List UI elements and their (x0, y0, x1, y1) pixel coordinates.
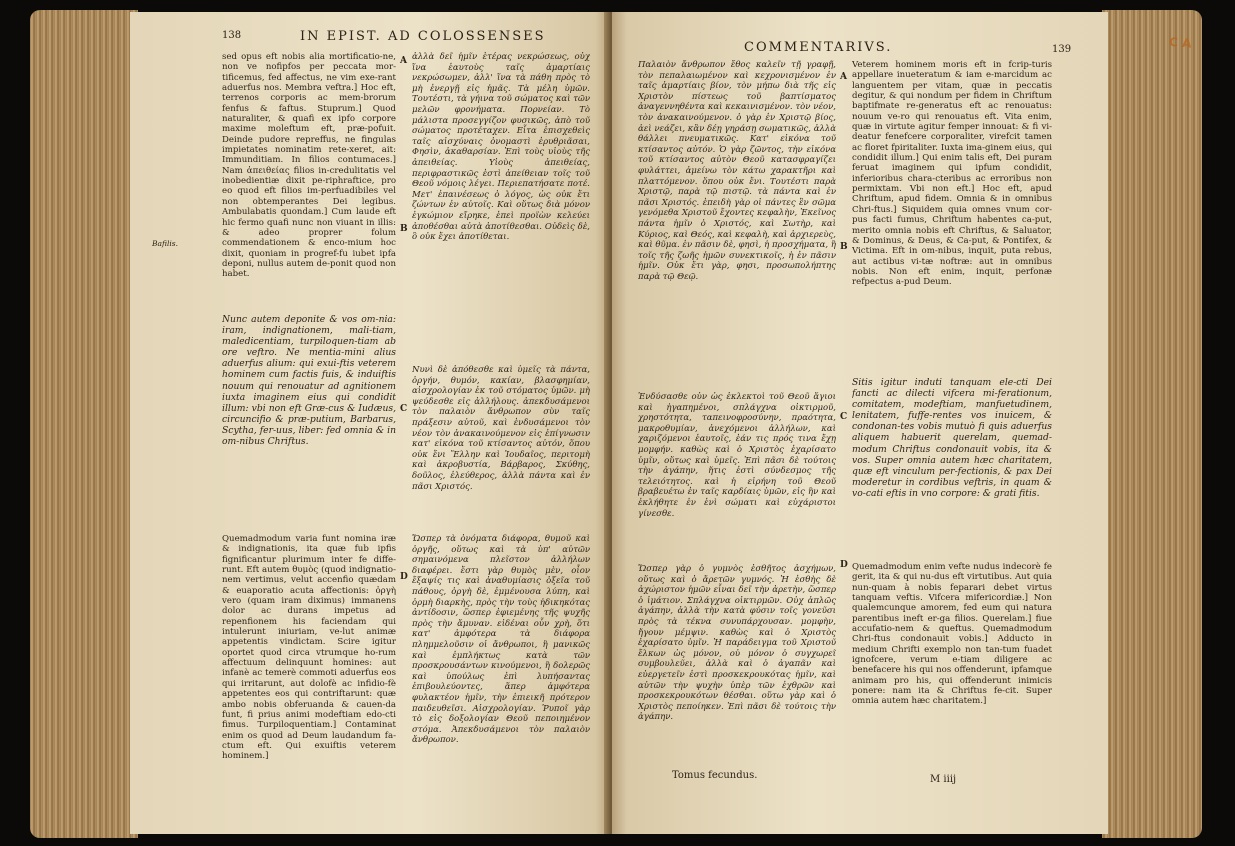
margin-note: Bafilis. (152, 239, 179, 248)
greek-scripture-text: Νυνὶ δὲ ἀπόθεσθε καὶ ὑμεῖς τὰ πάντα, ὀργήν, θυμόν, κακίαν, βλασφημίαν, αἰσχρολογίαν ἐκ τοῦ στόματος ὑμῶν. μὴ ψεύδεσθε εἰς ἀλλήλους. ἀπεκδυσάμενοι τὸν παλαιὸν ἄνθρωπον σὺν ταῖς πράξεσιν αὐτοῦ, καὶ ἐνδυσάμενοι τὸν νέον τὸν ἀνακαινούμενον εἰς ἐπίγνωσιν κατ' εἰκόνα τοῦ κτίσαντος αὐτόν, ὅπου οὐκ ἔνι Ἕλλην καὶ Ἰουδαῖος, περιτομὴ καὶ ἀκροβυστία, Βάρβαρος, Σκύθης, δοῦλος, ἐλεύθερος, ἀλλὰ πάντα καὶ ἐν πᾶσι Χριστός. (412, 365, 590, 492)
running-head: IN EPIST. AD COLOSSENSES (300, 29, 546, 44)
latin-scripture-text: Sitis igitur induti tanquam ele-cti Dei fancti ac dilecti vifcera mi-ferationum, comitatem, modeftiam, manfuetudinem, lenitatem, fuffe-rentes vos inuicem, & condonan-tes vobis mutuò fi quis aduerfus aliquem habuerit querelam, quemad-modum Chriftus condonauit vobis, ita & vos. Super omnia autem hæc charitatem, quæ eft vinculum per-fectionis, & pax Dei moderetur in cordibus veftris, in quam & vo-cati eftis in vno corpore: & grati fitis. (852, 377, 1052, 499)
greek-commentary-bottom: Ὥσπερ τὰ ὀνόματα διάφορα, θυμοῦ καὶ ὀργῆς, οὕτως καὶ τὰ ὑπ' αὐτῶν σημαινόμενα πλεῖστον ἀλλήλων διαφέρει. ἔστι γὰρ θυμὸς μὲν, οἷον ἔξαψίς τις καὶ ἀναθυμίασις ὀξεῖα τοῦ πάθους, ὀργὴ δὲ, ἐμμένουσα λύπη, καὶ ὁρμὴ διαρκὴς, πρὸς τὴν τοὺς ἠδικηκότας ἀντίδοσιν, ὥσπερ ἐφιεμένης τῆς ψυχῆς πρὸς τὴν ἄμυναν. εἰδέναι οὖν χρὴ, ὅτι κατ' ἀμφότερα τὰ διάφορα πλημμελοῦσιν οἱ ἄνθρωποι, ἢ μανικῶς καὶ ἐμπλήκτως κατὰ τῶν προσκρουσάντων κινούμενοι, ἢ δολερῶς καὶ ὑπούλως ἐπὶ λυπήσαντας ἐπιβουλεύοντες, ἅπερ ἀμφότερα φυλακτέον ἡμῖν, τὴν ἐπιεικῆ πρότερον παιδευθεῖσι. Αἰσχρολογίαν. Ῥυποῖ γὰρ τὸ εἰς δοξολογίαν Θεοῦ πεποιημένον στόμα. Ἀπεκδυσάμενοι τὸν παλαιὸν ἄνθρωπον. (412, 534, 590, 746)
latin-commentary-top: sed opus eft nobis alia mortificatio-ne, non ve nofipfos per peccata mor-tificemus, fed affectus, ne vim exe-rant aduerfus nos. Membra veftra.] Hoc eft, terrenos corporis ac mem-brorum fenfus & faftus. Stuprum.] Quod naturaliter, & quafi ex ipfo corpore maxime moleftum eft, præ-pofuit. Deinde pudore repreffus, ne fingulas impietates nominatim rete-xeret, ait: Immunditiam. In filios contumaces.] Nam ἀπειθείας filios in-credulitatis vel inobedientiæ dixit pe-riphraftice, pro eo quod eft filios im-perfuadibiles vel non obtemperantes Dei legibus. Ambulabatis quondam.] Cum laude eft hic fermo quafi nunc non viuant in illis: & adeo proprer folum commendationem & enco-mium hoc dixit, quoniam in progref-fu iubet ipfa deponi, nullus autem de-ponit quod non habet. (222, 52, 396, 280)
right-page-edges (1102, 10, 1202, 838)
library-stamp: C A (1168, 34, 1192, 51)
volume-footer: Tomus fecundus. (672, 770, 758, 781)
section-marker-b: B (840, 242, 848, 252)
latin-commentary-top: Veterem hominem moris eft in fcrip-turis appellare inueteratum & iam e-marcidum ac languentem per vitam, quæ in peccatis degitur, & qui nondum per fidem in Chriftum baptifmate re-generatus eft ac renouatus: nouum ve-ro qui renouatus eft. Vita enim, quæ in virtute agitur femper innouat: & fi vi-deatur fenefcere corporaliter, virefcit tamen ac floret fpiritaliter. Iuxta ima-ginem eius, qui condidit illum.] Qui enim talis eft, Dei puram feruat imaginem qui ipfum condidit, inferioribus chara-cteribus ac erroribus non permixtam. Vbi non eft.] Hoc eft, apud Chriftum, apud fidem. Omnia & in omnibus Chri-ftus.] Siquidem quia omnes vnum cor-pus facti fumus, Chriftum habentes ca-put, merito omnia nobis eft Chriftus, & Saluator, & Dominus, & Deus, & Ca-put, & Pontifex, & Victima. Eft in om-nibus, inquit, puta rebus, aut actibus vi-tæ noftræ: aut in omnibus nobis. Non eft enim, inquit, perfonæ refpectus a-pud Deum. (852, 60, 1052, 288)
page-number: 138 (222, 30, 242, 41)
page-number: 139 (1052, 44, 1072, 55)
section-marker-b: B (400, 224, 408, 234)
section-marker-d: D (840, 560, 848, 570)
latin-commentary-bottom: Quemadmodum enim vefte nudus indecorè fe gerit, ita & qui nu-dus eft virtutibus. Aut quia nun-quam à nobis feparari debet virtus tanquam veftis. Vifcera mifericordiæ.] Non qualemcunque amorem, fed eum qui natura parentibus ineft er-ga filios. Querelam.] fiue accufatio-nem & queftus. Quemadmodum Chri-ftus condonauit vobis.] Adducto in medium Chrifti exemplo non tan-tum fuadet ignofcere, verum e-tiam diligere ac benefacere his qui nos offenderunt, ipfamque animam pro his, qui offenderunt inimicis ponere: nam ita & Chriftus fe-cit. Super omnia autem hæc charitatem.] (852, 562, 1052, 707)
signature-mark: M iiij (930, 774, 957, 785)
section-marker-a: A (400, 56, 407, 66)
section-marker-c: C (400, 404, 408, 414)
greek-commentary-top: Παλαιὸν ἄνθρωπον ἔθος καλεῖν τῇ γραφῇ, τὸν πεπαλαιωμένον καὶ κεχρονισμένον ἐν ταῖς ἁμαρτίαις βίον, τὸν μήπω διὰ τῆς εἰς Χριστὸν πίστεως τοῦ βαπτίσματος ἀναγεννηθέντα καὶ κεκαινισμένον. τὸν νέον, τὸν ἀνακαινούμενον. ὁ γὰρ ἐν Χριστῷ βίος, ἀεὶ νεάζει, κἂν δέῃ γηράσῃ σωματικῶς, ἀλλὰ θάλλει πνευματικῶς. Κατ' εἰκόνα τοῦ κτίσαντος αὐτόν. Ὁ γὰρ ζῶντος, τὴν εἰκόνα τοῦ κτίσαντος αὐτὸν Θεοῦ κατασφραγίζει φυλάττει, ἀμείνω τὸν κάτω χαρακτῆρι καὶ πλαττόμενον. ὅπου οὐκ ἔνι. Τουτέστι παρὰ Χριστῷ, παρὰ τῷ πιστῷ. τὰ πάντα καὶ ἐν πᾶσι Χριστός. ἐπειδὴ γὰρ οἱ πάντες ἓν σῶμα γενόμεθα Χριστοῦ ἔχοντες κεφαλὴν, Ἐκεῖνος πάντα ἡμῖν ὁ Χριστός, καὶ Σωτὴρ, καὶ Κύριος, καὶ Θεός, καὶ κεφαλὴ, καὶ ἀρχιερεὺς, καὶ θῦμα. ἐν πᾶσιν δὲ, φησὶ, ἡ προσχήματα, ἢ τοῖς τῆς ζωῆς ἡμῶν συνεκτικοῖς, ἡ ἐν πᾶσιν ἡμῖν. Οὐκ ἔτι γὰρ, φησι, προσωπολήπτης παρὰ τῷ Θεῷ. (638, 60, 836, 282)
latin-scripture-text: Nunc autem deponite & vos om-nia: iram, indignationem, mali-tiam, maledicentiam, turpiloquen-tiam ab ore veftro. Ne mentia-mini alius aduerfus alium: qui exui-ftis veterem hominem cum factis fuis, & induiftis nouum qui renouatur ad agnitionem iuxta imaginem eius qui condidit illum: vbi non eft Græ-cus & Iudæus, circuncifio & præ-putium, Barbarus, Scytha, fer-uus, liber: fed omnia & in om-nibus Chriftus. (222, 314, 396, 448)
left-page (130, 12, 610, 834)
greek-commentary-top: ἀλλὰ δεῖ ἡμῖν ἑτέρας νεκρώσεως, οὐχ ἵνα ἑαυτοὺς ταῖς ἁμαρτίαις νεκρώσωμεν, ἀλλ' ἵνα τὰ πάθη πρὸς τὸ μὴ ἐνεργῇ εἰς ἡμᾶς. Τὰ μέλη ὑμῶν. Τουτέστι, τὰ γήινα τοῦ σώματος καὶ τῶν μελῶν φρονήματα. Πορνείαν. Τὸ μάλιστα προσεγγίζον φυσικῶς, ἀπὸ τοῦ σώματος προτέταχεν. Εἶτα ἐπισχεθεὶς ταῖς αἰσχύναις ὀνομαστὶ ἐρυθριᾶσαι, Φησὶν, ἀκαθαρσίαν. Ἐπὶ τοὺς υἱοὺς τῆς ἀπειθείας. Υἱοὺς ἀπειθείας, περιφραστικῶς ἐστὶ ἀπείθειαν τοῖς τοῦ Θεοῦ νόμοις λέγει. Περιεπατήσατε ποτέ. Μετ' ἐπαινέσεως ὁ λόγος, ὡς οὐκ ἔτι ζώντων ἐν αὐτοῖς. Καὶ οὕτως διὰ μόνον ἐγκώμιον εἴρηκε, ἐπεὶ προϊὼν κελεύει ἀποθέσθαι αὐτὰ ἀποτίθεσθαι. Οὐδεὶς δὲ, ὃ οὐκ ἔχει ἀποτίθεται. (412, 52, 590, 243)
greek-scripture-text: Ἐνδύσασθε οὖν ὡς ἐκλεκτοὶ τοῦ Θεοῦ ἅγιοι καὶ ἠγαπημένοι, σπλάγχνα οἰκτιρμοῦ, χρηστότητα, ταπεινοφροσύνην, πραότητα, μακροθυμίαν, ἀνεχόμενοι ἀλλήλων, καὶ χαριζόμενοι ἑαυτοῖς, ἐάν τις πρός τινα ἔχῃ μομφήν. καθὼς καὶ ὁ Χριστὸς ἐχαρίσατο ὑμῖν, οὕτως καὶ ὑμεῖς. Ἐπὶ πᾶσι δὲ τούτοις τὴν ἀγάπην, ἥτις ἐστὶ σύνδεσμος τῆς τελειότητος. καὶ ἡ εἰρήνη τοῦ Θεοῦ βραβευέτω ἐν ταῖς καρδίαις ὑμῶν, εἰς ἣν καὶ ἐκλήθητε ἐν ἑνὶ σώματι καὶ εὐχάριστοι γίνεσθε. (638, 392, 836, 519)
section-marker-a: A (840, 72, 847, 82)
section-marker-c: C (840, 412, 848, 422)
left-page-edges (30, 10, 138, 838)
running-head: COMMENTARIVS. (744, 40, 893, 55)
section-marker-d: D (400, 572, 408, 582)
latin-commentary-bottom: Quemadmodum varia funt nomina iræ & indignationis, ita quæ fub ipfis fignificantur plurimum inter fe diffe-runt. Eft autem θυμὸς (quod indignatio-nem vertimus, velut accenfio quædam & euaporatio acuta affectionis: ὀργὴ vero (quam iram diximus) immanens dolor ac durans impetus ad repenfionem his faciendam qui intulerunt iniuriam, ve-lut animæ appetentis vindictam. Scire igitur oportet quod circa vtrumque ho-rum affectuum delinquunt homines: aut infanè ac temerè commoti aduerfus eos qui irritarunt, aut dolofè ac infidio-fè appetentes eos qui contriftarunt: quæ ambo nobis obferuanda & cauen-da funt, fi prius animi modeftiam edo-cti fimus. Turpiloquentiam.] Contaminat enim os quod ad Deum laudandum fa-ctum eft. Qui exuiftis veterem hominem.] (222, 534, 396, 762)
right-page (612, 12, 1108, 834)
greek-commentary-bottom: Ὥσπερ γὰρ ὁ γυμνὸς ἐσθῆτος ἀσχήμων, οὕτως καὶ ὁ ἄρετῶν γυμνός. Ἡ ἐσθὴς δὲ ἀχώριστον ἡμῶν εἶναι δεῖ τὴν ἀρετὴν, ὥσπερ ὁ ἱμάτιον. Σπλάγχνα οἰκτιρμῶν. Οὐχ ἁπλῶς ἀγάπην, ἀλλὰ τὴν κατὰ φύσιν τοῖς γονεῦσι πρὸς τὰ τέκνα συνυπάρχουσαν. μομφὴν, ἤγουν μέμψιν. καθὼς καὶ ὁ Χριστὸς ἐχαρίσατο ὑμῖν. Ἡ παράδειγμα τοῦ Χριστοῦ ἔλκων ὡς μόνον, οὐ μόνον ὁ συγχωρεῖ συμβουλεῦει, ἀλλὰ καὶ ὁ ἀγαπᾶν καὶ εὐεργετεῖν ἐστὶ προσκεκρουκότας ἡμῖν, καὶ αὐτῶν τὴν ψυχὴν ὑπὲρ τῶν ἐχθρῶν καὶ προσκεκρουκότων θέσθαι. οὕτω γὰρ καὶ ὁ Χριστὸς πεποίηκεν. Ἐπὶ πᾶσι δὲ τούτοις τὴν ἀγάπην. (638, 564, 836, 723)
